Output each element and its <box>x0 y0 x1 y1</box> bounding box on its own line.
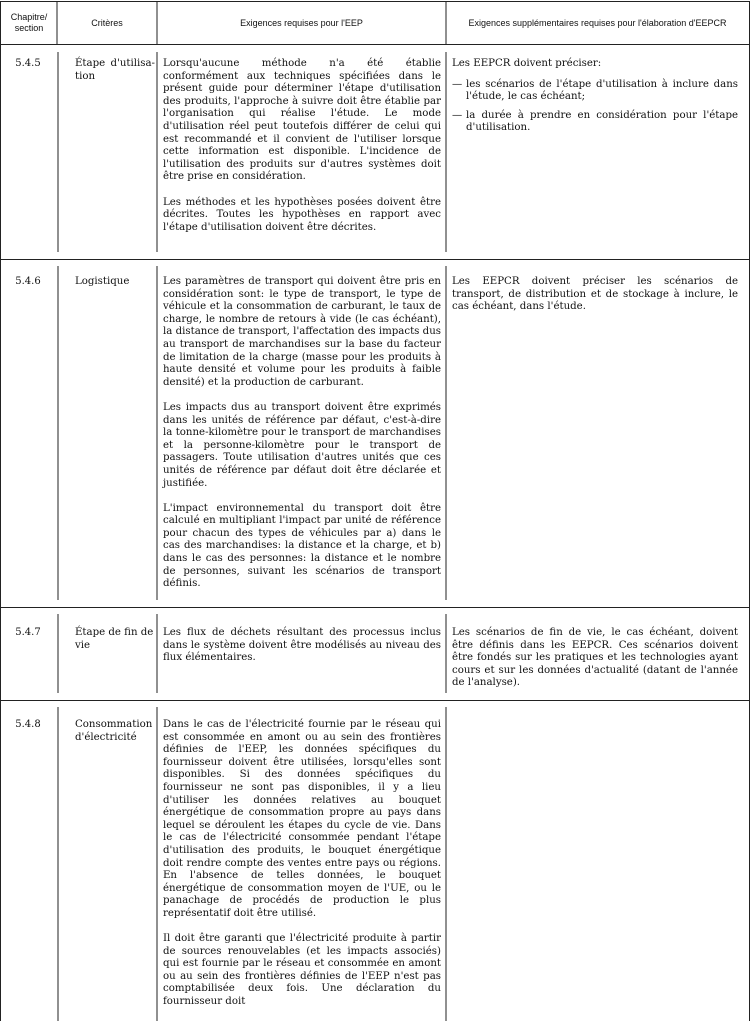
requirements-cell <box>163 719 441 1021</box>
header-chapter: Chapitre/ section <box>10 12 48 33</box>
supplementary-cell <box>452 719 738 732</box>
criteria-label: Étape de fin de vie <box>75 627 154 651</box>
supplementary-cell <box>452 58 738 141</box>
criteria-label: Logistique <box>75 276 130 287</box>
criteria-label: Étape d'utilisa-tion <box>75 58 155 82</box>
supplementary-intro: Les EEPCR doivent préciser les scénarios de transport, de distribution et de stockage à inclure, le cas échéant, dans l'étude. <box>452 276 738 313</box>
requirements-paragraph: Les méthodes et les hypothèses posées doivent être décrites. Toutes les hypothèses en rapport avec l'étape d'utilisation doivent être décrites. <box>163 196 441 233</box>
header-supplementary: Exigences supplémentaires requises pour l'élaboration d'EEPCR <box>468 17 727 28</box>
section-number: 5.4.8 <box>15 719 41 730</box>
supplementary-cell <box>452 627 738 703</box>
supplementary-intro: Les EEPCR doivent préciser: <box>452 58 602 69</box>
dash-bullet: — <box>452 78 463 90</box>
section-number: 5.4.6 <box>15 276 41 287</box>
requirements-cell <box>163 276 441 603</box>
list-item-text: la durée à prendre en considération pour l'étape d'utilisation. <box>466 109 738 134</box>
header-requirements: Exigences requises pour l'EEP <box>240 17 363 28</box>
requirements-paragraph: Lorsqu'aucune méthode n'a été établie conformément aux techniques spécifiées dans le présent guide pour déterminer l'étape d'utilisation des produits, l'approche à suivre doit être établie par l'organisation qui réalise l'étude. Le mode d'utilisation réel peut toutefois différer de celui qui est recommandé et il convient de l'utiliser lorsque cette information est disponible. L'incidence de l'utilisation des produits sur d'autres systèmes doit être prise en considération. <box>163 58 441 183</box>
requirements-paragraph: Dans le cas de l'électricité fournie par le réseau qui est consommée en amont ou au sein des frontières définies de l'EEP, les données spécifiques du fournisseur doivent être utilisées, lorsqu'elles sont disponibles. Si des données spécifiques du fournisseur ne sont pas disponibles, il y a lieu d'utiliser les données relatives au bouquet énergétique de consommation propre au pays dans lequel se déroulent les étapes du cycle de vie. Dans le cas de l'électricité consommée pendant l'étape d'utilisation des produits, le bouquet énergétique doit rendre compte des ventes entre pays ou régions. En l'absence de telles données, le bouquet énergétique de consommation moyen de l'UE, ou le panachage de procédés de production le plus représentatif doit être utilisé. <box>163 719 441 919</box>
requirements-paragraph: Les paramètres de transport qui doivent être pris en considération sont: le type de transport, le type de véhicule et la consommation de carburant, le taux de charge, le nombre de retours à vide (le cas échéant), la distance de transport, l'affectation des impacts dus au transport de marchandises sur la base du facteur de limitation de la charge (masse pour les produits à haute densité et volume pour les produits à faible densité) et la production de carburant. <box>163 276 441 388</box>
requirements-paragraph: Les impacts dus au transport doivent être exprimés dans les unités de référence par défaut, c'est-à-dire la tonne-kilomètre pour le transport de marchandises et la personne-kilomètre pour le transport de passagers. Toute utilisation d'autres unités que ces unités de référence par défaut doit être déclarée et justifiée. <box>163 401 441 489</box>
list-item <box>452 79 738 104</box>
supplementary-cell <box>452 276 738 326</box>
section-number: 5.4.7 <box>15 627 41 638</box>
requirements-cell <box>163 58 441 247</box>
requirements-paragraph: L'impact environnemental du transport doit être calculé en multipliant l'impact par unité de référence pour chacun des types de véhicules par a) dans le cas des marchandises: la distance et la charge, et b) dans le cas des personnes: la distance et le nombre de personnes, suivant les scénarios de transport définis. <box>163 502 441 590</box>
requirements-paragraph: Les flux de déchets résultant des processus inclus dans le système doivent être modélisés au niveau des flux élémentaires. <box>163 627 441 664</box>
section-number: 5.4.5 <box>15 58 41 69</box>
list-item <box>452 110 738 135</box>
requirements-cell <box>163 627 441 677</box>
list-item-text: les scénarios de l'étape d'utilisation à inclure dans l'étude, le cas échéant; <box>466 78 738 103</box>
dash-bullet: — <box>452 109 463 121</box>
header-criteria: Critères <box>91 17 123 28</box>
requirements-paragraph: Il doit être garanti que l'électricité produite à partir de sources renouvelables (et les impacts associés) qui est fournie par le réseau et consommée en amont ou au sein des frontières définies de l'EEP n'est pas comptabilisée deux fois. Une déclaration du fournisseur doit <box>163 933 441 1008</box>
supplementary-intro: Les scénarios de fin de vie, le cas échéant, doivent être définis dans les EEPCR. Ces scénarios doivent être fondés sur les pratiques et les technologies ayant cours et sur les données d'actualité (datant de l'année de l'analyse). <box>452 627 738 689</box>
criteria-label: Consommation d'électricité <box>75 719 153 743</box>
